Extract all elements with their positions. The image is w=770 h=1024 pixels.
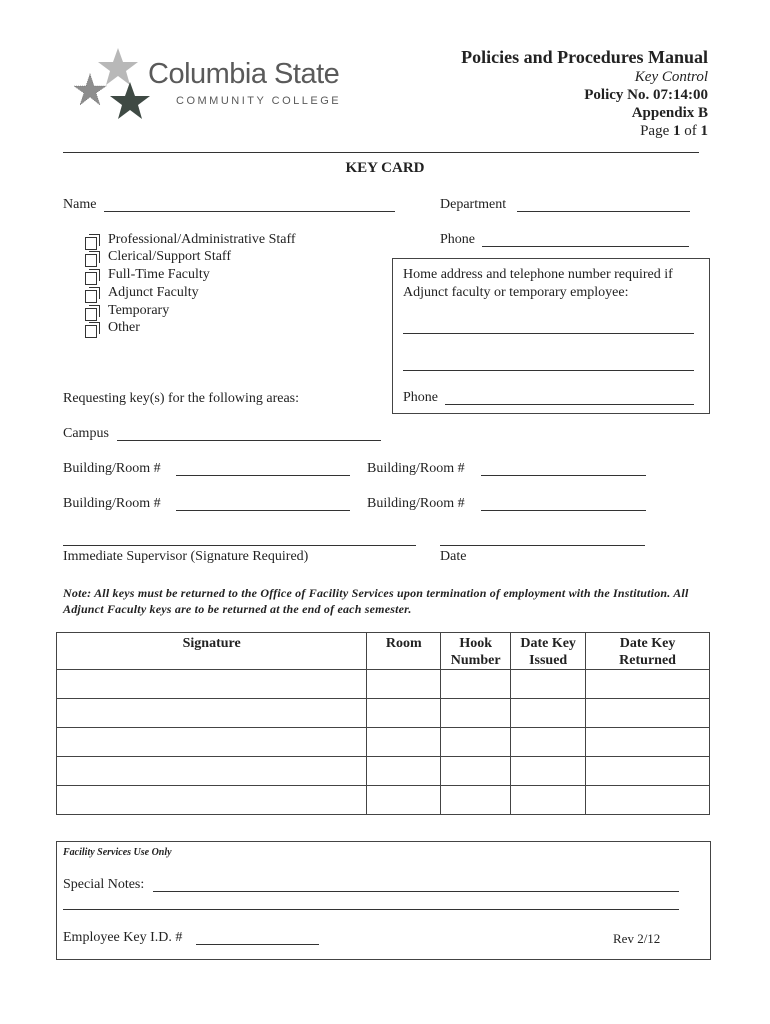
form-title: KEY CARD <box>345 160 425 176</box>
table-cell[interactable] <box>586 670 710 699</box>
category-checkbox[interactable] <box>85 290 97 303</box>
table-cell[interactable] <box>57 757 367 786</box>
building-room-field[interactable] <box>481 510 646 511</box>
table-cell[interactable] <box>367 728 441 757</box>
table-row <box>57 786 710 815</box>
table-cell[interactable] <box>57 728 367 757</box>
column-header: Hook Number <box>441 633 511 670</box>
table-cell[interactable] <box>441 786 511 815</box>
campus-field[interactable] <box>117 440 381 441</box>
employee-key-label: Employee Key I.D. # <box>63 930 183 945</box>
table-cell[interactable] <box>57 670 367 699</box>
employee-key-field[interactable] <box>196 944 319 945</box>
table-cell[interactable] <box>367 670 441 699</box>
key-issue-table <box>56 632 710 815</box>
category-label: Other <box>108 320 140 335</box>
return-note: Note: All keys must be returned to the Office of Facility Services upon termination of employment with the Institution. All Adjunct Faculty keys are to be returned at the end of each semester. <box>63 586 689 616</box>
special-notes-field[interactable] <box>63 909 679 910</box>
table-row <box>57 699 710 728</box>
table-cell[interactable] <box>511 786 586 815</box>
category-label: Adjunct Faculty <box>108 285 199 300</box>
table-header-row <box>57 633 710 670</box>
building-room-label: Building/Room # <box>63 496 161 511</box>
category-label: Full-Time Faculty <box>108 267 210 282</box>
table-cell[interactable] <box>367 786 441 815</box>
building-room-field[interactable] <box>176 510 350 511</box>
supervisor-signature-field[interactable] <box>63 545 416 546</box>
home-address-note: Home address and telephone number required if Adjunct faculty or temporary employee: <box>403 267 673 300</box>
category-checkbox[interactable] <box>85 272 97 285</box>
table-cell[interactable] <box>367 699 441 728</box>
table-cell[interactable] <box>586 728 710 757</box>
policy-subject: Key Control <box>634 69 708 85</box>
building-room-label: Building/Room # <box>63 461 161 476</box>
column-header: Room <box>367 633 441 670</box>
table-cell[interactable] <box>586 786 710 815</box>
table-cell[interactable] <box>511 757 586 786</box>
table-cell[interactable] <box>57 786 367 815</box>
supervisor-label: Immediate Supervisor (Signature Required) <box>63 549 309 564</box>
table-cell[interactable] <box>586 699 710 728</box>
table-cell[interactable] <box>511 670 586 699</box>
table-row <box>57 757 710 786</box>
category-checkbox[interactable] <box>85 237 97 250</box>
table-cell[interactable] <box>441 757 511 786</box>
column-header: Date Key Issued <box>511 633 586 670</box>
special-notes-field[interactable] <box>153 891 679 892</box>
home-phone-label: Phone <box>403 390 438 405</box>
building-room-field[interactable] <box>176 475 350 476</box>
name-field[interactable] <box>104 211 395 212</box>
department-label: Department <box>440 197 507 212</box>
campus-label: Campus <box>63 426 109 441</box>
table-row <box>57 728 710 757</box>
category-checkbox[interactable] <box>85 325 97 338</box>
column-header: Date Key Returned <box>586 633 710 670</box>
table-cell[interactable] <box>441 699 511 728</box>
category-label: Professional/Administrative Staff <box>108 232 296 247</box>
phone-field[interactable] <box>482 246 689 247</box>
category-checkbox[interactable] <box>85 308 97 321</box>
policy-number: Policy No. 07:14:00 <box>584 87 708 103</box>
appendix: Appendix B <box>631 105 708 121</box>
table-cell[interactable] <box>511 699 586 728</box>
building-room-field[interactable] <box>481 475 646 476</box>
home-address-line[interactable] <box>403 333 694 334</box>
category-label: Clerical/Support Staff <box>108 249 231 264</box>
requesting-label: Requesting key(s) for the following areas: <box>63 391 299 406</box>
table-cell[interactable] <box>367 757 441 786</box>
manual-title: Policies and Procedures Manual <box>461 47 708 67</box>
table-cell[interactable] <box>441 670 511 699</box>
table-cell[interactable] <box>57 699 367 728</box>
category-checkbox[interactable] <box>85 254 97 267</box>
table-row <box>57 670 710 699</box>
table-cell[interactable] <box>586 757 710 786</box>
phone-label: Phone <box>440 232 475 247</box>
date-field[interactable] <box>440 545 645 546</box>
revision-label: Rev 2/12 <box>613 931 661 946</box>
category-label: Temporary <box>108 303 170 318</box>
table-cell[interactable] <box>441 728 511 757</box>
home-address-line[interactable] <box>403 370 694 371</box>
logo-name: Columbia State <box>148 58 340 90</box>
date-label: Date <box>440 549 467 564</box>
department-field[interactable] <box>517 211 690 212</box>
building-room-label: Building/Room # <box>367 496 465 511</box>
home-phone-field[interactable] <box>445 404 694 405</box>
page-indicator: Page 1 of 1 <box>640 123 708 139</box>
name-label: Name <box>63 197 97 212</box>
special-notes-label: Special Notes: <box>63 877 145 892</box>
header-rule <box>63 152 699 153</box>
logo-subtitle: COMMUNITY COLLEGE <box>176 95 342 107</box>
facility-services-title: Facility Services Use Only <box>63 847 172 858</box>
column-header: Signature <box>57 633 367 670</box>
building-room-label: Building/Room # <box>367 461 465 476</box>
table-cell[interactable] <box>511 728 586 757</box>
